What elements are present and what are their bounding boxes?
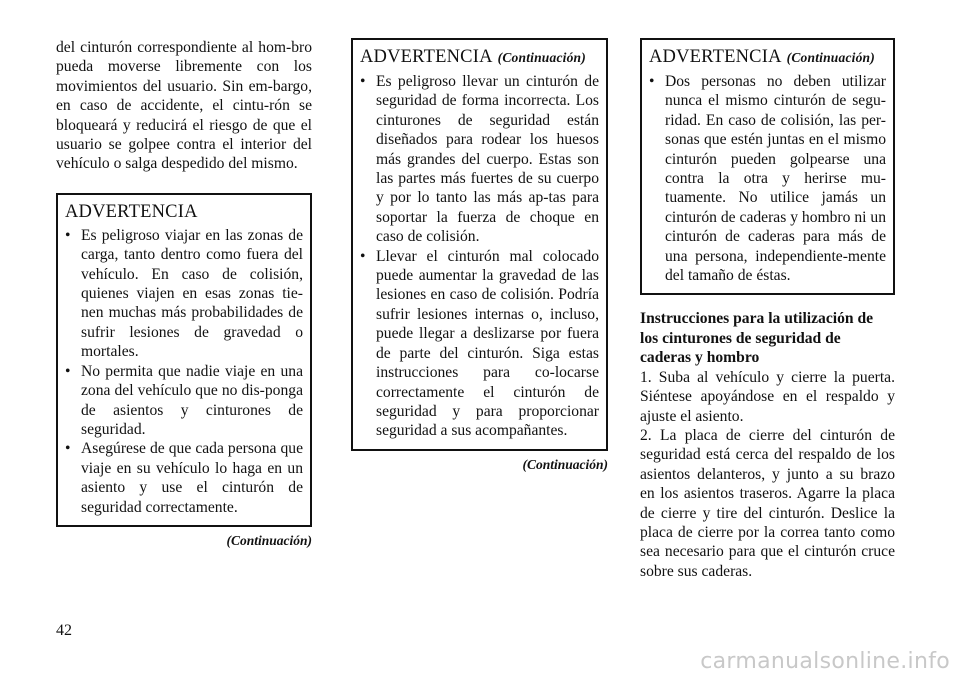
warning-list [65, 226, 303, 517]
warning-list [360, 72, 599, 441]
continued-note: (Continuación) [522, 456, 608, 472]
intro-paragraph: del cinturón correspondiente al hom-bro pueda moverse libremente con los movimientos del usuario. Sin em-bargo, en caso de accidente, el cintu-rón se bloqueará y reducirá el riesgo de que el usuario se golpee contra el interior del vehículo o salga despedido del mismo. [56, 39, 312, 173]
instruction-step: 2. La placa de cierre del cinturón de seguridad está cerca del respaldo de los asientos delanteros, y junto a su brazo en los asientos traseros. Agarre la placa de cierre y tire del cinturón. Deslice la placa de cierre por la correa tanto como sea necesario para que el cinturón cruce sobre sus caderas. [640, 426, 895, 580]
watermark-logo: carmanualsonline.info [700, 649, 950, 674]
warning-box [351, 38, 608, 451]
warning-item: • Es peligroso llevar un cinturón de seguridad de forma incorrecta. Los cinturones de seguridad están diseñados para rodear los huesos más grandes del cuerpo. Estas son las partes más fuertes de su cuerpo y por lo tanto las más ap-tas para soportar la fuerza de choque en caso de colisión. [360, 73, 599, 246]
column-middle [351, 38, 608, 473]
warning-title: ADVERTENCIA [65, 201, 198, 222]
warning-item: • Asegúrese de que cada persona que viaje en su vehículo lo haga en un asiento y use el cinturón de seguridad correctamente. [65, 440, 303, 516]
warning-box [640, 38, 895, 295]
warning-list [649, 72, 886, 285]
warning-title: ADVERTENCIA (Continuación) [360, 47, 586, 67]
warning-item: • Es peligroso viajar en las zonas de carga, tanto dentro como fuera del vehículo. En caso de colisión, quienes viajen en esas zonas tie-nen muchas más probabilidades de sufrir lesiones de gravedad o mortales. [65, 226, 303, 361]
continued-note: (Continuación) [226, 532, 312, 548]
column-left [56, 38, 312, 549]
page-number: 42 [56, 622, 72, 639]
warning-box [56, 193, 312, 527]
warning-item: • No permita que nadie viaje en una zona del vehículo que no dis-ponga de asientos y cinturones de seguridad. [65, 362, 303, 438]
warning-item: • Llevar el cinturón mal colocado puede aumentar la gravedad de las lesiones en caso de colisión. Podría sufrir lesiones internas o, incluso, puede llegar a deslizarse por fuera de parte del cinturón. Siga estas instrucciones para co-locarse correctamente el cinturón de seguridad y para proporcionar seguridad a sus acompañantes. [360, 247, 599, 440]
instruction-step: 1. Suba al vehículo y cierre la puerta. Siéntese apoyándose en el respaldo y ajuste el asiento. [640, 368, 895, 425]
section-heading: Instrucciones para la utilización de los cinturones de seguridad de caderas y hombro [640, 310, 874, 367]
warning-item: • Dos personas no deben utilizar nunca el mismo cinturón de segu-ridad. En caso de colisión, las per-sonas que estén juntas en el mismo cinturón pueden golpearse una contra la otra y herirse mu-tuamente. No utilice jamás un cinturón de caderas y hombro ni un cinturón de caderas para más de una persona, independiente-mente del tamaño de éstas. [649, 73, 886, 285]
warning-title: ADVERTENCIA (Continuación) [649, 47, 875, 67]
column-right [640, 38, 895, 581]
